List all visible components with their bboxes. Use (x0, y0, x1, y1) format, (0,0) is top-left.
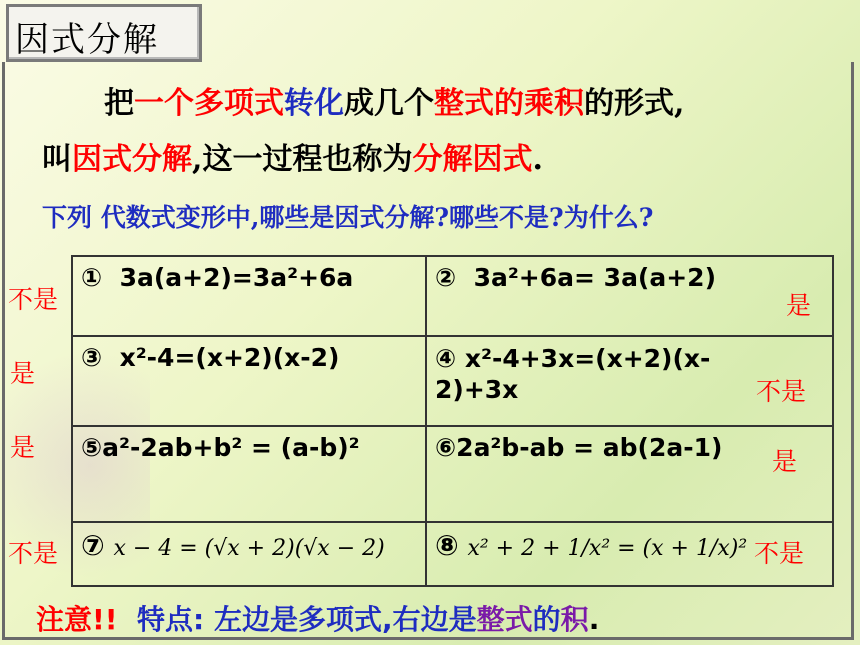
definition-text: . (532, 142, 543, 177)
item-expression: a²-2ab+b² = (a-b)² (102, 433, 360, 462)
item-number: ⑤ (81, 433, 103, 462)
table-row (72, 336, 833, 426)
example-cell-7 (72, 522, 426, 586)
answer-8: 不是 (754, 539, 805, 568)
answer-1: 不是 (8, 285, 59, 314)
item-number: ② (435, 263, 457, 292)
note-text: 左边是多项式,右边是 (214, 603, 477, 636)
answer-5: 是 (10, 433, 36, 462)
example-cell-1 (72, 256, 426, 336)
note-label: 特点: (137, 603, 205, 636)
definition-keyword: 转化 (284, 86, 344, 121)
item-expression: 2a²b-ab = ab(2a-1) (456, 433, 723, 462)
note-warning: 注意!! (36, 603, 118, 636)
item-number: ① (81, 263, 103, 292)
item-expression: x²-4=(x+2)(x-2) (119, 343, 340, 372)
table-row (72, 522, 833, 586)
example-cell-2 (426, 256, 833, 336)
definition-emphasis: 分解因式 (412, 142, 533, 177)
answer-2: 是 (786, 291, 812, 320)
item-number: ⑥ (435, 433, 457, 462)
table-row (72, 426, 833, 522)
item-expression: 3a(a+2)=3a²+6a (119, 263, 354, 292)
item-number: ④ (435, 344, 457, 373)
page-title: 因式分解 (15, 20, 159, 60)
definition-line-2 (42, 134, 543, 178)
definition-emphasis: 一个多项式 (134, 86, 284, 121)
item-number: ⑦ (81, 529, 105, 562)
item-number: ③ (81, 343, 103, 372)
examples-table (71, 255, 834, 587)
definition-text: 成几个 (344, 86, 434, 121)
item-expression: 3a²+6a= 3a(a+2) (473, 263, 717, 292)
definition-emphasis: 因式分解 (72, 142, 192, 177)
definition-text: 把 (104, 86, 134, 121)
item-expression: x²-4+3x=(x+2)(x-2)+3x (435, 344, 711, 405)
title-box (6, 4, 202, 62)
definition-text: 的形式, (584, 86, 685, 121)
note-text: . (588, 603, 600, 636)
example-cell-5 (72, 426, 426, 522)
table-row (72, 256, 833, 336)
note-emphasis: 整式 (476, 603, 533, 636)
note-text: 的 (532, 603, 561, 636)
question-text: 下列 代数式变形中,哪些是因式分解?哪些不是?为什么? (42, 203, 654, 232)
answer-3: 是 (10, 359, 36, 388)
answer-7: 不是 (8, 539, 59, 568)
definition-text: ,这一过程也称为 (192, 142, 413, 177)
note-emphasis: 积 (560, 603, 589, 636)
definition-line-1 (104, 78, 684, 122)
definition-emphasis: 整式的乘积 (434, 86, 584, 121)
answer-6: 是 (772, 447, 798, 476)
item-expression: x − 4 = (√x + 2)(√x − 2) (113, 536, 385, 561)
item-expression: x² + 2 + 1/x² = (x + 1/x)² (467, 536, 748, 561)
answer-4: 不是 (756, 377, 807, 406)
item-number: ⑧ (435, 529, 459, 562)
example-cell-3 (72, 336, 426, 426)
note-line (36, 598, 599, 638)
definition-text: 叫 (42, 142, 72, 177)
